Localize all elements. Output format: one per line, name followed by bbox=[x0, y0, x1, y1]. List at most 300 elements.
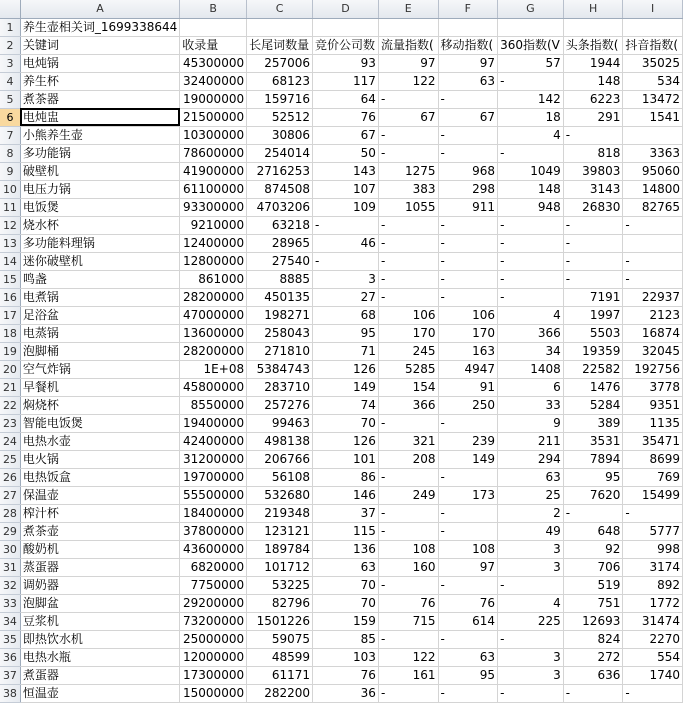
cell-g16[interactable]: - bbox=[498, 288, 564, 306]
cell-b18[interactable]: 13600000 bbox=[180, 324, 247, 342]
cell-a27[interactable]: 保温壶 bbox=[20, 486, 179, 504]
cell-d37[interactable]: 76 bbox=[313, 666, 379, 684]
cell-i33[interactable]: 1772 bbox=[623, 594, 683, 612]
cell-g33[interactable]: 4 bbox=[498, 594, 564, 612]
cell-h10[interactable]: 3143 bbox=[563, 180, 623, 198]
row-header[interactable]: 9 bbox=[0, 162, 20, 180]
cell-b15[interactable]: 861000 bbox=[180, 270, 247, 288]
row-header[interactable]: 25 bbox=[0, 450, 20, 468]
cell-e29[interactable]: - bbox=[378, 522, 438, 540]
cell-a25[interactable]: 电火锅 bbox=[20, 450, 179, 468]
cell-e22[interactable]: 366 bbox=[378, 396, 438, 414]
cell-a8[interactable]: 多功能锅 bbox=[20, 144, 179, 162]
cell-f28[interactable]: - bbox=[438, 504, 498, 522]
cell-f34[interactable]: 614 bbox=[438, 612, 498, 630]
row-header[interactable]: 32 bbox=[0, 576, 20, 594]
cell-h24[interactable]: 3531 bbox=[563, 432, 623, 450]
cell-c20[interactable]: 5384743 bbox=[247, 360, 313, 378]
cell-b3[interactable]: 45300000 bbox=[180, 54, 247, 72]
cell-c34[interactable]: 1501226 bbox=[247, 612, 313, 630]
cell-e31[interactable]: 160 bbox=[378, 558, 438, 576]
cell-b14[interactable]: 12800000 bbox=[180, 252, 247, 270]
cell-b17[interactable]: 47000000 bbox=[180, 306, 247, 324]
row-header[interactable]: 2 bbox=[0, 36, 20, 54]
column-header-a[interactable]: A bbox=[20, 0, 179, 18]
cell-b19[interactable]: 28200000 bbox=[180, 342, 247, 360]
cell-d20[interactable]: 126 bbox=[313, 360, 379, 378]
cell-a15[interactable]: 鸣盏 bbox=[20, 270, 179, 288]
cell-b7[interactable]: 10300000 bbox=[180, 126, 247, 144]
row-header[interactable]: 37 bbox=[0, 666, 20, 684]
cell-i12[interactable]: - bbox=[623, 216, 683, 234]
cell-c16[interactable]: 450135 bbox=[247, 288, 313, 306]
cell-h22[interactable]: 5284 bbox=[563, 396, 623, 414]
cell-b35[interactable]: 25000000 bbox=[180, 630, 247, 648]
row-header[interactable]: 18 bbox=[0, 324, 20, 342]
cell-h32[interactable]: 519 bbox=[563, 576, 623, 594]
cell-a34[interactable]: 豆浆机 bbox=[20, 612, 179, 630]
cell-f12[interactable]: - bbox=[438, 216, 498, 234]
cell-i9[interactable]: 95060 bbox=[623, 162, 683, 180]
row-header[interactable]: 34 bbox=[0, 612, 20, 630]
cell-d28[interactable]: 37 bbox=[313, 504, 379, 522]
cell-c26[interactable]: 56108 bbox=[247, 468, 313, 486]
cell-i22[interactable]: 9351 bbox=[623, 396, 683, 414]
cell-d8[interactable]: 50 bbox=[313, 144, 379, 162]
row-header[interactable]: 16 bbox=[0, 288, 20, 306]
cell-b31[interactable]: 6820000 bbox=[180, 558, 247, 576]
cell-b1[interactable] bbox=[180, 18, 247, 36]
row-header[interactable]: 4 bbox=[0, 72, 20, 90]
cell-h23[interactable]: 389 bbox=[563, 414, 623, 432]
cell-a29[interactable]: 煮茶壶 bbox=[20, 522, 179, 540]
cell-b25[interactable]: 31200000 bbox=[180, 450, 247, 468]
cell-a37[interactable]: 煮蛋器 bbox=[20, 666, 179, 684]
cell-d32[interactable]: 70 bbox=[313, 576, 379, 594]
cell-i7[interactable] bbox=[623, 126, 683, 144]
cell-e36[interactable]: 122 bbox=[378, 648, 438, 666]
row-header[interactable]: 7 bbox=[0, 126, 20, 144]
cell-i31[interactable]: 3174 bbox=[623, 558, 683, 576]
cell-a18[interactable]: 电蒸锅 bbox=[20, 324, 179, 342]
row-header[interactable]: 27 bbox=[0, 486, 20, 504]
cell-g12[interactable]: - bbox=[498, 216, 564, 234]
cell-f22[interactable]: 250 bbox=[438, 396, 498, 414]
cell-e14[interactable]: - bbox=[378, 252, 438, 270]
cell-c33[interactable]: 82796 bbox=[247, 594, 313, 612]
cell-c18[interactable]: 258043 bbox=[247, 324, 313, 342]
cell-h11[interactable]: 26830 bbox=[563, 198, 623, 216]
cell-c28[interactable]: 219348 bbox=[247, 504, 313, 522]
row-header[interactable]: 14 bbox=[0, 252, 20, 270]
cell-d2[interactable]: 竞价公司数 bbox=[313, 36, 379, 54]
cell-e6[interactable]: 67 bbox=[378, 108, 438, 126]
cell-e38[interactable]: - bbox=[378, 684, 438, 702]
row-header[interactable]: 10 bbox=[0, 180, 20, 198]
cell-c38[interactable]: 282200 bbox=[247, 684, 313, 702]
cell-c2[interactable]: 长尾词数量 bbox=[247, 36, 313, 54]
cell-h21[interactable]: 1476 bbox=[563, 378, 623, 396]
row-header[interactable]: 6 bbox=[0, 108, 20, 126]
cell-f16[interactable]: - bbox=[438, 288, 498, 306]
cell-i35[interactable]: 2270 bbox=[623, 630, 683, 648]
cell-b8[interactable]: 78600000 bbox=[180, 144, 247, 162]
cell-d10[interactable]: 107 bbox=[313, 180, 379, 198]
row-header[interactable]: 31 bbox=[0, 558, 20, 576]
column-header-b[interactable]: B bbox=[180, 0, 247, 18]
cell-h31[interactable]: 706 bbox=[563, 558, 623, 576]
cell-a21[interactable]: 早餐机 bbox=[20, 378, 179, 396]
cell-g23[interactable]: 9 bbox=[498, 414, 564, 432]
cell-c10[interactable]: 874508 bbox=[247, 180, 313, 198]
column-header-c[interactable]: C bbox=[247, 0, 313, 18]
column-header-e[interactable]: E bbox=[378, 0, 438, 18]
cell-c4[interactable]: 68123 bbox=[247, 72, 313, 90]
cell-e27[interactable]: 249 bbox=[378, 486, 438, 504]
cell-g24[interactable]: 211 bbox=[498, 432, 564, 450]
cell-i23[interactable]: 1135 bbox=[623, 414, 683, 432]
cell-d6[interactable]: 76 bbox=[313, 108, 379, 126]
cell-d23[interactable]: 70 bbox=[313, 414, 379, 432]
cell-i13[interactable] bbox=[623, 234, 683, 252]
cell-f1[interactable] bbox=[438, 18, 498, 36]
row-header[interactable]: 5 bbox=[0, 90, 20, 108]
cell-h28[interactable]: - bbox=[563, 504, 623, 522]
cell-e26[interactable]: - bbox=[378, 468, 438, 486]
cell-a36[interactable]: 电热水瓶 bbox=[20, 648, 179, 666]
cell-a23[interactable]: 智能电饭煲 bbox=[20, 414, 179, 432]
cell-c13[interactable]: 28965 bbox=[247, 234, 313, 252]
cell-d31[interactable]: 63 bbox=[313, 558, 379, 576]
cell-e19[interactable]: 245 bbox=[378, 342, 438, 360]
cell-b34[interactable]: 73200000 bbox=[180, 612, 247, 630]
cell-e34[interactable]: 715 bbox=[378, 612, 438, 630]
cell-d22[interactable]: 74 bbox=[313, 396, 379, 414]
cell-h19[interactable]: 19359 bbox=[563, 342, 623, 360]
cell-a16[interactable]: 电煮锅 bbox=[20, 288, 179, 306]
cell-e9[interactable]: 1275 bbox=[378, 162, 438, 180]
cell-e28[interactable]: - bbox=[378, 504, 438, 522]
cell-a11[interactable]: 电饭煲 bbox=[20, 198, 179, 216]
row-header[interactable]: 33 bbox=[0, 594, 20, 612]
cell-d16[interactable]: 27 bbox=[313, 288, 379, 306]
cell-h36[interactable]: 272 bbox=[563, 648, 623, 666]
cell-g2[interactable]: 360指数(V bbox=[498, 36, 564, 54]
cell-g19[interactable]: 34 bbox=[498, 342, 564, 360]
cell-e5[interactable]: - bbox=[378, 90, 438, 108]
cell-b28[interactable]: 18400000 bbox=[180, 504, 247, 522]
cell-b10[interactable]: 61100000 bbox=[180, 180, 247, 198]
cell-e15[interactable]: - bbox=[378, 270, 438, 288]
cell-a5[interactable]: 煮茶器 bbox=[20, 90, 179, 108]
cell-c35[interactable]: 59075 bbox=[247, 630, 313, 648]
cell-a3[interactable]: 电炖锅 bbox=[20, 54, 179, 72]
cell-b27[interactable]: 55500000 bbox=[180, 486, 247, 504]
cell-c12[interactable]: 63218 bbox=[247, 216, 313, 234]
row-header[interactable]: 38 bbox=[0, 684, 20, 702]
cell-c19[interactable]: 271810 bbox=[247, 342, 313, 360]
cell-b38[interactable]: 15000000 bbox=[180, 684, 247, 702]
select-all-corner[interactable] bbox=[0, 0, 20, 18]
cell-i28[interactable]: - bbox=[623, 504, 683, 522]
cell-b29[interactable]: 37800000 bbox=[180, 522, 247, 540]
cell-a35[interactable]: 即热饮水机 bbox=[20, 630, 179, 648]
cell-d18[interactable]: 95 bbox=[313, 324, 379, 342]
cell-e24[interactable]: 321 bbox=[378, 432, 438, 450]
cell-c1[interactable] bbox=[247, 18, 313, 36]
cell-b11[interactable]: 93300000 bbox=[180, 198, 247, 216]
cell-g7[interactable]: 4 bbox=[498, 126, 564, 144]
cell-g4[interactable]: - bbox=[498, 72, 564, 90]
cell-d36[interactable]: 103 bbox=[313, 648, 379, 666]
cell-a14[interactable]: 迷你破壁机 bbox=[20, 252, 179, 270]
cell-g35[interactable]: - bbox=[498, 630, 564, 648]
cell-g8[interactable]: - bbox=[498, 144, 564, 162]
cell-g29[interactable]: 49 bbox=[498, 522, 564, 540]
cell-f35[interactable]: - bbox=[438, 630, 498, 648]
cell-d24[interactable]: 126 bbox=[313, 432, 379, 450]
cell-f26[interactable]: - bbox=[438, 468, 498, 486]
cell-c14[interactable]: 27540 bbox=[247, 252, 313, 270]
cell-g17[interactable]: 4 bbox=[498, 306, 564, 324]
row-header[interactable]: 23 bbox=[0, 414, 20, 432]
cell-c7[interactable]: 30806 bbox=[247, 126, 313, 144]
cell-d19[interactable]: 71 bbox=[313, 342, 379, 360]
cell-g36[interactable]: 3 bbox=[498, 648, 564, 666]
cell-f24[interactable]: 239 bbox=[438, 432, 498, 450]
cell-d34[interactable]: 159 bbox=[313, 612, 379, 630]
cell-i18[interactable]: 16874 bbox=[623, 324, 683, 342]
cell-a1[interactable]: 养生壶相关词_1699338644 bbox=[20, 18, 179, 36]
cell-h12[interactable]: - bbox=[563, 216, 623, 234]
cell-i8[interactable]: 3363 bbox=[623, 144, 683, 162]
cell-h34[interactable]: 12693 bbox=[563, 612, 623, 630]
cell-f25[interactable]: 149 bbox=[438, 450, 498, 468]
cell-g21[interactable]: 6 bbox=[498, 378, 564, 396]
cell-d12[interactable]: - bbox=[313, 216, 379, 234]
cell-f37[interactable]: 95 bbox=[438, 666, 498, 684]
cell-d13[interactable]: 46 bbox=[313, 234, 379, 252]
cell-f4[interactable]: 63 bbox=[438, 72, 498, 90]
cell-f11[interactable]: 911 bbox=[438, 198, 498, 216]
cell-h7[interactable]: - bbox=[563, 126, 623, 144]
cell-e17[interactable]: 106 bbox=[378, 306, 438, 324]
cell-f32[interactable]: - bbox=[438, 576, 498, 594]
cell-c36[interactable]: 48599 bbox=[247, 648, 313, 666]
cell-d29[interactable]: 115 bbox=[313, 522, 379, 540]
cell-i25[interactable]: 8699 bbox=[623, 450, 683, 468]
row-header[interactable]: 35 bbox=[0, 630, 20, 648]
cell-f21[interactable]: 91 bbox=[438, 378, 498, 396]
cell-g3[interactable]: 57 bbox=[498, 54, 564, 72]
cell-d17[interactable]: 68 bbox=[313, 306, 379, 324]
cell-d1[interactable] bbox=[313, 18, 379, 36]
cell-h13[interactable]: - bbox=[563, 234, 623, 252]
cell-g9[interactable]: 1049 bbox=[498, 162, 564, 180]
cell-i5[interactable]: 13472 bbox=[623, 90, 683, 108]
cell-c15[interactable]: 8885 bbox=[247, 270, 313, 288]
cell-g20[interactable]: 1408 bbox=[498, 360, 564, 378]
cell-d30[interactable]: 136 bbox=[313, 540, 379, 558]
cell-h15[interactable]: - bbox=[563, 270, 623, 288]
cell-a24[interactable]: 电热水壶 bbox=[20, 432, 179, 450]
cell-i4[interactable]: 534 bbox=[623, 72, 683, 90]
cell-a12[interactable]: 烧水杯 bbox=[20, 216, 179, 234]
cell-b33[interactable]: 29200000 bbox=[180, 594, 247, 612]
cell-i14[interactable]: - bbox=[623, 252, 683, 270]
cell-e7[interactable]: - bbox=[378, 126, 438, 144]
column-header-i[interactable]: I bbox=[623, 0, 683, 18]
cell-d25[interactable]: 101 bbox=[313, 450, 379, 468]
cell-e33[interactable]: 76 bbox=[378, 594, 438, 612]
cell-e10[interactable]: 383 bbox=[378, 180, 438, 198]
cell-i15[interactable]: - bbox=[623, 270, 683, 288]
cell-i36[interactable]: 554 bbox=[623, 648, 683, 666]
cell-a10[interactable]: 电压力锅 bbox=[20, 180, 179, 198]
cell-f19[interactable]: 163 bbox=[438, 342, 498, 360]
cell-a38[interactable]: 恒温壶 bbox=[20, 684, 179, 702]
cell-f9[interactable]: 968 bbox=[438, 162, 498, 180]
cell-h8[interactable]: 818 bbox=[563, 144, 623, 162]
cell-d14[interactable]: - bbox=[313, 252, 379, 270]
cell-i2[interactable]: 抖音指数( bbox=[623, 36, 683, 54]
cell-a2[interactable]: 关键词 bbox=[20, 36, 179, 54]
cell-i37[interactable]: 1740 bbox=[623, 666, 683, 684]
cell-f23[interactable]: - bbox=[438, 414, 498, 432]
cell-i6[interactable]: 1541 bbox=[623, 108, 683, 126]
cell-b26[interactable]: 19700000 bbox=[180, 468, 247, 486]
cell-i11[interactable]: 82765 bbox=[623, 198, 683, 216]
cell-h30[interactable]: 92 bbox=[563, 540, 623, 558]
cell-h37[interactable]: 636 bbox=[563, 666, 623, 684]
cell-e23[interactable]: - bbox=[378, 414, 438, 432]
cell-i30[interactable]: 998 bbox=[623, 540, 683, 558]
cell-b32[interactable]: 7750000 bbox=[180, 576, 247, 594]
cell-e4[interactable]: 122 bbox=[378, 72, 438, 90]
cell-i34[interactable]: 31474 bbox=[623, 612, 683, 630]
cell-d11[interactable]: 109 bbox=[313, 198, 379, 216]
cell-f36[interactable]: 63 bbox=[438, 648, 498, 666]
cell-c31[interactable]: 101712 bbox=[247, 558, 313, 576]
cell-b37[interactable]: 17300000 bbox=[180, 666, 247, 684]
cell-b16[interactable]: 28200000 bbox=[180, 288, 247, 306]
cell-i21[interactable]: 3778 bbox=[623, 378, 683, 396]
cell-a13[interactable]: 多功能料理锅 bbox=[20, 234, 179, 252]
cell-h1[interactable] bbox=[563, 18, 623, 36]
cell-e35[interactable]: - bbox=[378, 630, 438, 648]
column-header-g[interactable]: G bbox=[498, 0, 564, 18]
cell-i19[interactable]: 32045 bbox=[623, 342, 683, 360]
cell-g22[interactable]: 33 bbox=[498, 396, 564, 414]
cell-a7[interactable]: 小熊养生壶 bbox=[20, 126, 179, 144]
cell-e25[interactable]: 208 bbox=[378, 450, 438, 468]
cell-g25[interactable]: 294 bbox=[498, 450, 564, 468]
cell-i16[interactable]: 22937 bbox=[623, 288, 683, 306]
cell-a17[interactable]: 足浴盆 bbox=[20, 306, 179, 324]
cell-h29[interactable]: 648 bbox=[563, 522, 623, 540]
cell-d21[interactable]: 149 bbox=[313, 378, 379, 396]
cell-c8[interactable]: 254014 bbox=[247, 144, 313, 162]
cell-h18[interactable]: 5503 bbox=[563, 324, 623, 342]
cell-b30[interactable]: 43600000 bbox=[180, 540, 247, 558]
row-header[interactable]: 28 bbox=[0, 504, 20, 522]
row-header[interactable]: 12 bbox=[0, 216, 20, 234]
cell-e32[interactable]: - bbox=[378, 576, 438, 594]
cell-d4[interactable]: 117 bbox=[313, 72, 379, 90]
cell-g1[interactable] bbox=[498, 18, 564, 36]
cell-c30[interactable]: 189784 bbox=[247, 540, 313, 558]
cell-e18[interactable]: 170 bbox=[378, 324, 438, 342]
cell-h26[interactable]: 95 bbox=[563, 468, 623, 486]
cell-b4[interactable]: 32400000 bbox=[180, 72, 247, 90]
cell-c23[interactable]: 99463 bbox=[247, 414, 313, 432]
cell-i29[interactable]: 5777 bbox=[623, 522, 683, 540]
cell-f15[interactable]: - bbox=[438, 270, 498, 288]
cell-b24[interactable]: 42400000 bbox=[180, 432, 247, 450]
cell-b2[interactable]: 收录量 bbox=[180, 36, 247, 54]
cell-i27[interactable]: 15499 bbox=[623, 486, 683, 504]
cell-f14[interactable]: - bbox=[438, 252, 498, 270]
cell-c22[interactable]: 257276 bbox=[247, 396, 313, 414]
cell-e1[interactable] bbox=[378, 18, 438, 36]
cell-d26[interactable]: 86 bbox=[313, 468, 379, 486]
cell-h25[interactable]: 7894 bbox=[563, 450, 623, 468]
row-header[interactable]: 8 bbox=[0, 144, 20, 162]
cell-c17[interactable]: 198271 bbox=[247, 306, 313, 324]
cell-e21[interactable]: 154 bbox=[378, 378, 438, 396]
cell-e13[interactable]: - bbox=[378, 234, 438, 252]
row-header[interactable]: 20 bbox=[0, 360, 20, 378]
cell-f2[interactable]: 移动指数( bbox=[438, 36, 498, 54]
cell-g27[interactable]: 25 bbox=[498, 486, 564, 504]
cell-f27[interactable]: 173 bbox=[438, 486, 498, 504]
cell-b21[interactable]: 45800000 bbox=[180, 378, 247, 396]
cell-b13[interactable]: 12400000 bbox=[180, 234, 247, 252]
cell-c25[interactable]: 206766 bbox=[247, 450, 313, 468]
cell-f3[interactable]: 97 bbox=[438, 54, 498, 72]
cell-h27[interactable]: 7620 bbox=[563, 486, 623, 504]
cell-h5[interactable]: 6223 bbox=[563, 90, 623, 108]
row-header[interactable]: 36 bbox=[0, 648, 20, 666]
row-header[interactable]: 19 bbox=[0, 342, 20, 360]
cell-b12[interactable]: 9210000 bbox=[180, 216, 247, 234]
column-header-d[interactable]: D bbox=[313, 0, 379, 18]
cell-b36[interactable]: 12000000 bbox=[180, 648, 247, 666]
cell-g28[interactable]: 2 bbox=[498, 504, 564, 522]
cell-h14[interactable]: - bbox=[563, 252, 623, 270]
cell-h2[interactable]: 头条指数( bbox=[563, 36, 623, 54]
cell-c9[interactable]: 2716253 bbox=[247, 162, 313, 180]
cell-f6[interactable]: 67 bbox=[438, 108, 498, 126]
cell-i26[interactable]: 769 bbox=[623, 468, 683, 486]
cell-g32[interactable]: - bbox=[498, 576, 564, 594]
cell-h3[interactable]: 1944 bbox=[563, 54, 623, 72]
cell-c21[interactable]: 283710 bbox=[247, 378, 313, 396]
cell-b5[interactable]: 19000000 bbox=[180, 90, 247, 108]
cell-f7[interactable]: - bbox=[438, 126, 498, 144]
cell-d33[interactable]: 70 bbox=[313, 594, 379, 612]
row-header[interactable]: 26 bbox=[0, 468, 20, 486]
cell-g11[interactable]: 948 bbox=[498, 198, 564, 216]
cell-g31[interactable]: 3 bbox=[498, 558, 564, 576]
cell-a19[interactable]: 泡脚桶 bbox=[20, 342, 179, 360]
cell-e3[interactable]: 97 bbox=[378, 54, 438, 72]
cell-a32[interactable]: 调奶器 bbox=[20, 576, 179, 594]
row-header[interactable]: 1 bbox=[0, 18, 20, 36]
row-header[interactable]: 21 bbox=[0, 378, 20, 396]
cell-g14[interactable]: - bbox=[498, 252, 564, 270]
cell-i17[interactable]: 2123 bbox=[623, 306, 683, 324]
